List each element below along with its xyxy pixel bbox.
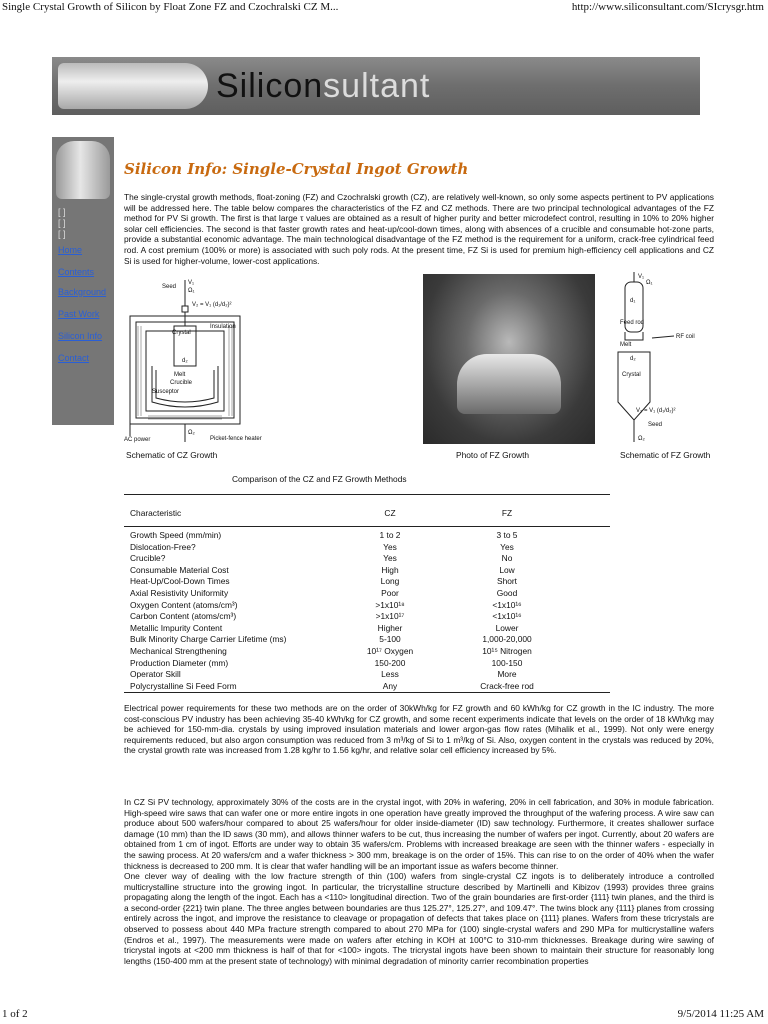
svg-text:V₂ = V₁ (d₁/d₂)²: V₂ = V₁ (d₁/d₂)² [636, 408, 676, 414]
page-number: 1 of 2 [2, 1008, 28, 1020]
small-link[interactable]: [ ] [58, 207, 66, 217]
nav-background[interactable]: Background [58, 287, 107, 297]
fz-caption: Schematic of FZ Growth [620, 450, 711, 460]
table-row [130, 658, 610, 668]
table-cell-characteristic: Carbon Content (atoms/cm³) [130, 611, 237, 622]
table-title: Comparison of the CZ and FZ Growth Methods [232, 474, 407, 484]
svg-text:V₂ = V₁ (d₁/d₂)²: V₂ = V₁ (d₁/d₂)² [192, 302, 232, 308]
svg-text:V₁: V₁ [638, 274, 645, 280]
table-cell-fz: 3 to 5 [496, 530, 518, 540]
table-cell-cz: 10¹⁷ Oxygen [366, 646, 414, 656]
table-cell-characteristic: Consumable Material Cost [130, 564, 229, 575]
svg-text:Seed: Seed [648, 422, 663, 428]
nav-contact[interactable]: Contact [58, 353, 90, 363]
table-cell-cz: 1 to 2 [379, 530, 401, 540]
table-cell-characteristic: Polycrystalline Si Feed Form [130, 680, 237, 691]
table-row [130, 681, 610, 691]
small-link[interactable]: [ ] [58, 229, 66, 239]
table-cell-cz: Long [380, 576, 400, 587]
svg-text:Ω₁: Ω₁ [646, 280, 653, 286]
sidebar [52, 137, 114, 425]
table-header-row: Characteristic CZ FZ [130, 508, 513, 518]
table-cell-cz: Yes [383, 541, 397, 552]
svg-text:Feed rod: Feed rod [620, 320, 645, 326]
svg-text:d₂: d₂ [182, 358, 188, 364]
table-cell-characteristic: Operator Skill [130, 669, 181, 680]
ingot-icon [56, 141, 110, 199]
svg-text:Melt: Melt [174, 372, 186, 378]
cz-schematic-image [122, 276, 312, 446]
print-date: 9/5/2014 11:25 AM [677, 1008, 764, 1020]
fz-schematic-image [598, 270, 718, 446]
svg-text:AC power: AC power [124, 437, 151, 443]
nav-home[interactable]: Home [58, 245, 83, 255]
table-cell-cz: 5-100 [379, 634, 401, 645]
table-row [130, 669, 610, 679]
power-paragraph: Electrical power requirements for these two methods are on the order of 30kWh/kg for FZ growth and 60 kWh/kg for CZ growth in the IC industry. The more cost-conscious PV industry has been achieving 35-40 kWh/kg for CZ growth, and some recent experiments indicate that levels on the order of 18 kWh/kg may be achieved for 150-mm-dia. crystals by using improved insulation materials and lower argon-gas flow rates (Mihalik et al., 1999). Not only were energy requirements reduced, but also argon consumption was reduced from 3 m³/kg of Si to 1 m³/kg of Si. Also, oxygen content in the crystals was reduced by 20%, the crystal growth rate was increased from 1.28 kg/hr to 1.56 kg/hr, and relative solar cell efficiency increased by 5%. [124, 703, 714, 756]
table-row [130, 588, 610, 598]
table-row [130, 530, 610, 540]
table-cell-cz: Poor [381, 588, 399, 598]
table-cell-fz: Lower [495, 622, 519, 633]
table-cell-characteristic: Dislocation-Free? [130, 541, 196, 552]
cz-caption: Schematic of CZ Growth [126, 450, 218, 460]
nav-silicon-info[interactable]: Silicon Info [58, 331, 103, 341]
table-cell-cz: 150-200 [374, 657, 406, 668]
svg-text:d₂: d₂ [630, 356, 636, 362]
browser-print-footer [0, 1008, 768, 1024]
table-cell-characteristic: Bulk Minority Charge Carrier Lifetime (ms) [130, 634, 287, 645]
table-cell-fz: Yes [500, 541, 514, 552]
table-cell-fz: <1x10¹⁶ [492, 611, 522, 622]
svg-text:Ω₁: Ω₁ [188, 288, 195, 294]
table-cell-fz: Low [499, 564, 515, 575]
table-row [130, 611, 610, 621]
nav-contents[interactable]: Contents [58, 267, 95, 277]
table-cell-cz: Any [382, 680, 398, 691]
table-cell-fz: No [501, 553, 513, 564]
table-cell-characteristic: Axial Resistivity Uniformity [130, 588, 229, 598]
site-logo[interactable]: Siliconsultant [216, 67, 431, 105]
table-cell-characteristic: Oxygen Content (atoms/cm³) [130, 599, 238, 610]
table-cell-characteristic: Production Diameter (mm) [130, 657, 229, 668]
table-row [130, 553, 610, 563]
table-cell-fz: <1x10¹⁶ [492, 599, 522, 610]
table-cell-cz: >1x10¹⁸ [375, 599, 405, 610]
svg-text:d₁: d₁ [630, 298, 636, 304]
photo-caption: Photo of FZ Growth [456, 450, 530, 460]
svg-text:Crystal: Crystal [172, 330, 191, 336]
table-cell-characteristic: Metallic Impurity Content [130, 622, 223, 633]
page-title: Single Crystal Growth of Silicon by Float Zone FZ and Czochralski CZ M... [2, 1, 339, 13]
table-cell-fz: Good [496, 588, 518, 598]
table-row [130, 600, 610, 610]
table-cell-characteristic: Heat-Up/Cool-Down Times [130, 576, 230, 587]
svg-text:RF coil: RF coil [676, 334, 695, 340]
table-cell-cz: >1x10¹⁷ [375, 611, 405, 622]
table-cell-cz: Less [381, 669, 399, 680]
browser-print-header [0, 0, 768, 16]
sidebar-small-links [58, 207, 66, 240]
table-cell-cz: Higher [377, 622, 403, 633]
nav-past-work[interactable]: Past Work [58, 309, 100, 319]
table-cell-cz: High [381, 564, 399, 575]
table-cell-characteristic: Mechanical Strengthening [130, 646, 227, 656]
table-cell-fz: 100-150 [491, 657, 523, 668]
small-link[interactable]: [ ] [58, 218, 66, 228]
wafering-paragraph: In CZ Si PV technology, approximately 30% of the costs are in the crystal ingot, with 20% in wafering, 20% in cell fabrication, and 30% in module fabrication. High-speed wire saws that can wafer one or more entire ingots in one operation have greatly improved the throughput of the wafering process. A wire saw can produce about 500 wafers/hour compared to about 25 wafers/hour for older inside-diameter (ID) saw technology. Furthermore, it creates shallower surface damage (10 mm) than the ID saws (30 mm), and allows thinner wafers to be cut, thus increasing the number of wafers per ingot. Currently, about 20 wafers are obtained from 1 cm of ingot. Efforts are under way to obtain 35 wafers/cm. Problems with increased breakage are seen with the thinner wafers - especially in the sawing process. At 20 wafers/cm and a wafer thickness > 300 mm, breakage is on the order of 15%. This can rise to on the order of 40% when the wafer thickness is decreased to 200 mm. It is clear that wafer handling will be an important issue as wafers become thinner. [124, 797, 714, 871]
cz-label-seed: Seed [162, 284, 177, 290]
svg-text:Melt: Melt [620, 342, 632, 348]
svg-text:V₁: V₁ [188, 280, 195, 286]
svg-text:Ω₂: Ω₂ [638, 436, 645, 442]
table-row [130, 565, 610, 575]
table-row [130, 646, 610, 656]
site-banner [52, 57, 700, 115]
table-cell-fz: Short [496, 576, 518, 587]
svg-text:Picket-fence heater: Picket-fence heater [210, 436, 262, 442]
tricrystal-paragraph: One clever way of dealing with the low fracture strength of thin (100) wafers from single-crystal CZ ingots is to deliberately introduce a controlled multicrystalline structure into the growing ingot. In particular, the tricrystalline structure described by Martinelli and Kibizov (1993) provides three grains propagating along the length of the ingot. Each has a <110> longitudinal direction. Two of the grain boundaries are first-order {111} twin planes, and the third is a second-order {221} twin plane. The three angles between boundaries are thus 125.27°, 125.27°, and 109.47°. The twins block any {111} planes from crossing entirely across the ingot, and improve the resistance to cleavage or propagation of defects that takes place on {111} planes. Wafers from these tricrystals are observed to possess about 440 MPa fracture strength compared to about 270 MPa for (100) single-crystal wafers and 290 MPa for multicrystalline wafers (Endros et al., 1997). The measurements were made on wafers after etching in KOH at 100°C to 310-mm thicknesses. Breakage during wire sawing of tricrystal ingots at <200 mm thickness is half of that for <100> ingots. The tricrystal ingots have been shown to maintain their structure for reasonably long lengths (150-400 mm at the present state of technology) with minimal degradation of minority carrier recombination properties [124, 871, 714, 966]
svg-text:Crystal: Crystal [622, 372, 641, 378]
section-headline: Silicon Info: Single-Crystal Ingot Growth [124, 160, 469, 178]
svg-text:Ω₂: Ω₂ [188, 430, 195, 436]
page-url[interactable]: http://www.siliconsultant.com/SIcrysgr.htm [571, 1, 764, 13]
table-row [130, 542, 610, 552]
table-cell-cz: Yes [383, 553, 397, 564]
table-row [130, 576, 610, 586]
table-cell-fz: Crack-free rod [480, 680, 534, 691]
svg-text:Insulation: Insulation [210, 324, 236, 330]
table-row [130, 634, 610, 644]
table-cell-fz: 1,000-20,000 [482, 634, 532, 645]
table-cell-characteristic: Growth Speed (mm/min) [130, 530, 222, 540]
silicon-ingot-graphic [58, 63, 208, 109]
svg-text:Susceptor: Susceptor [152, 389, 180, 395]
table-cell-characteristic: Crucible? [130, 553, 166, 564]
table-row [130, 623, 610, 633]
svg-text:Crucible: Crucible [170, 380, 193, 386]
table-cell-fz: 10¹⁵ Nitrogen [482, 646, 532, 656]
table-cell-fz: More [497, 669, 517, 680]
fz-growth-photo [423, 274, 595, 444]
intro-paragraph: The single-crystal growth methods, float-zoning (FZ) and Czochralski growth (CZ), are relatively well-known, so only some aspects pertinent to PV applications will be addressed here. The table below compares the characteristics of the FZ and CZ methods. There are two principal technological advantages of the FZ method for PV Si growth. The first is that large τ values are obtained as a result of higher purity and better microdefect control, resulting in 10% to 20% higher solar cell efficiencies. The second is that faster growth rates and heat-up/cool-down times, along with absences of a crucible and consumable hot-zone parts, provide a substantial economic advantage. The main technological disadvantage of the FZ method is the requirement for a uniform, crack-free cylindrical feed rod. A cost premium (100% or more) is associated with such poly rods. At the present time, FZ Si is used for premium high-efficiency cell applications and CZ Si is used for higher-volume, lower-cost applications. [124, 192, 714, 266]
